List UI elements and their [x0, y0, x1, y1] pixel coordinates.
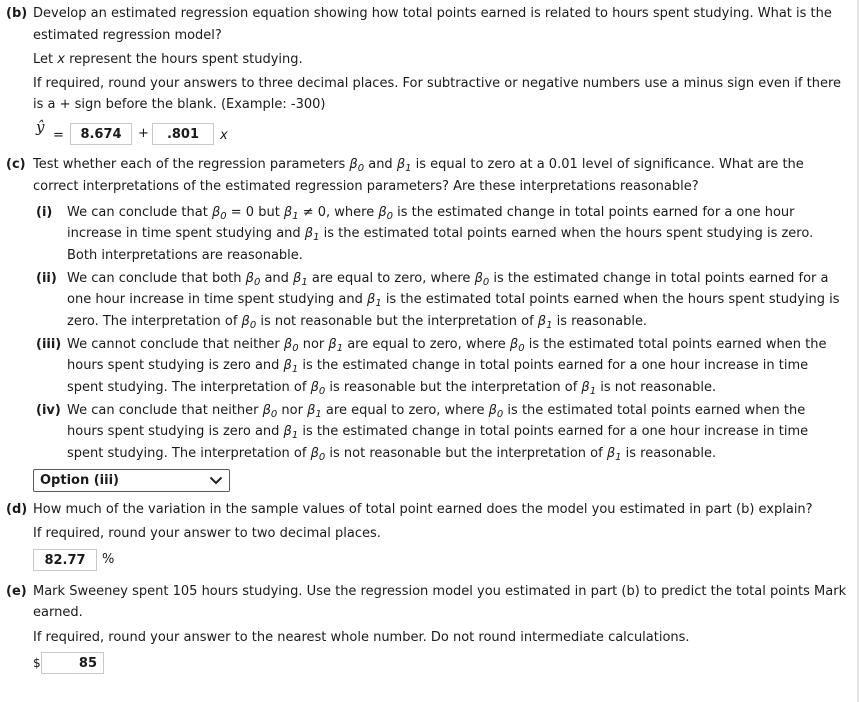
x-variable: x	[57, 52, 65, 67]
option-ii-label: (ii)	[36, 271, 57, 286]
option-iii-line2: hours spent studying is zero and $\beta_1$ is the estimated change in total points earned for a one hour increase in time	[67, 358, 809, 375]
option-iii-line3: spent studying. The interpretation of $\beta_0$ is reasonable but the interpretation of $\beta_1$ is not reasonable.	[67, 380, 717, 397]
chevron-down-icon	[209, 476, 223, 485]
option-ii-line2: one hour increase in time spent studying and $\beta_1$ is the estimated total points earned when the hours spent studying is	[67, 292, 840, 309]
part-c-label: (c)	[6, 157, 26, 172]
y-hat-symbol: ŷ	[36, 118, 45, 136]
option-i-line2: increase in time spent studying and $\beta_1$ is the estimated total points earned when the hours spent studying is zero.	[67, 226, 814, 243]
option-iv-label: (iv)	[36, 403, 61, 418]
interpretation-select[interactable]	[33, 469, 230, 492]
r-squared-input[interactable]: 82.77	[33, 549, 97, 571]
part-e-question-line1: Mark Sweeney spent 105 hours studying. Use the regression model you estimated in part (b) to predict the total points Mark	[33, 584, 847, 599]
option-iii-line1: We cannot conclude that neither $\beta_0$ nor $\beta_1$ are equal to zero, where $\beta_0$ is the estimated total points earned when the	[67, 337, 827, 354]
intercept-input[interactable]: 8.674	[70, 123, 132, 145]
part-e-instructions: If required, round your answer to the nearest whole number. Do not round intermediate calculations.	[33, 630, 690, 645]
selected-option: Option (iii)	[40, 473, 119, 488]
option-i-line1: We can conclude that $\beta_0 = 0$ but $\beta_1 \ne 0$, where $\beta_0$ is the estimated change in total points earned for a one hour	[67, 205, 795, 222]
part-c-question-line2: correct interpretations of the estimated regression parameters? Are these interpretations reasonable?	[33, 179, 699, 194]
option-ii-line1: We can conclude that both $\beta_0$ and $\beta_1$ are equal to zero, where $\beta_0$ is the estimated change in total points earned for a	[67, 271, 829, 288]
option-i-line3: Both interpretations are reasonable.	[67, 248, 303, 263]
option-iv-line2: hours spent studying is zero and $\beta_1$ is the estimated change in total points earned for a one hour increase in time	[67, 424, 809, 441]
option-i-label: (i)	[36, 205, 53, 220]
currency-symbol: $	[33, 656, 41, 670]
part-b-question-line2: estimated regression model?	[33, 28, 222, 43]
part-e-question-line2: earned.	[33, 605, 83, 620]
part-d-instructions: If required, round your answer to two decimal places.	[33, 526, 381, 541]
part-b-label: (b)	[6, 6, 28, 21]
equals-sign: =	[53, 128, 64, 143]
part-d-label: (d)	[6, 502, 28, 517]
option-iv-line1: We can conclude that neither $\beta_0$ nor $\beta_1$ are equal to zero, where $\beta_0$ is the estimated total points earned when the	[67, 403, 806, 420]
predicted-points-input[interactable]: 85	[41, 652, 104, 674]
percent-unit: %	[102, 552, 115, 567]
option-ii-line3: zero. The interpretation of $\beta_0$ is not reasonable but the interpretation of $\beta_1$ is reasonable.	[67, 314, 648, 331]
part-b-question-line1: Develop an estimated regression equation showing how total points earned is related to hours spent studying. What is the	[33, 6, 832, 21]
part-b-variable-definition: Let x represent the hours spent studying.	[33, 52, 303, 67]
part-b-instructions-line2: is a + sign before the blank. (Example: -300)	[33, 97, 326, 112]
option-iii-label: (iii)	[36, 337, 62, 352]
x-term: x	[220, 128, 228, 143]
part-b-instructions-line1: If required, round your answers to three decimal places. For subtractive or negative numbers use a minus sign even if there	[33, 76, 842, 91]
slope-input[interactable]: .801	[152, 123, 214, 145]
option-iv-line3: spent studying. The interpretation of $\beta_0$ is not reasonable but the interpretation of $\beta_1$ is reasonable.	[67, 446, 717, 463]
part-d-question: How much of the variation in the sample values of total point earned does the model you estimated in part (b) explain?	[33, 502, 813, 517]
part-c-question-line1: Test whether each of the regression parameters $\beta_0$ and $\beta_1$ is equal to zero at a 0.01 level of significance. What are the	[33, 157, 804, 174]
plus-sign: +	[138, 126, 149, 141]
part-e-label: (e)	[6, 584, 27, 599]
